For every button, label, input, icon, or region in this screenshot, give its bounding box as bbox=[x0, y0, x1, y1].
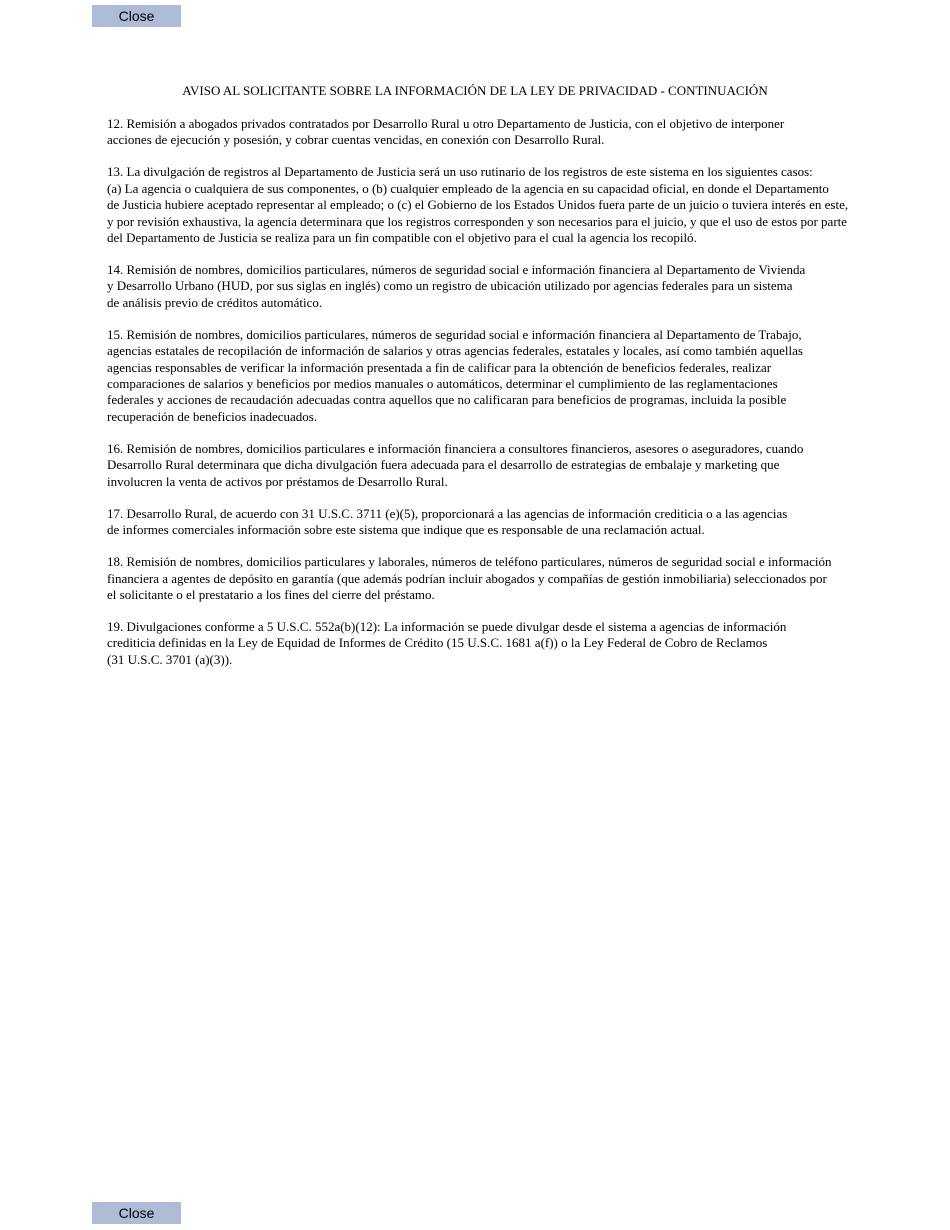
close-button-top[interactable]: Close bbox=[92, 5, 181, 27]
paragraph-14: 14. Remisión de nombres, domicilios particulares, números de seguridad social e información financiera al Departamento de Vivienda y Desarrollo Urbano (HUD, por sus siglas en inglés) como un registro de ubicación utilizado por agencias federales para un sistema de análisis previo de créditos automático. bbox=[107, 262, 806, 310]
paragraph-19: 19. Divulgaciones conforme a 5 U.S.C. 552a(b)(12): La información se puede divulgar desde el sistema a agencias de información crediticia definidas en la Ley de Equidad de Informes de Crédito (15 U.S.C. 1681 a(f)) o la Ley Federal de Cobro de Reclamos (31 U.S.C. 3701 (a)(3)). bbox=[107, 618, 787, 667]
paragraph-16: 16. Remisión de nombres, domicilios particulares e información financiera a consultores financieros, asesores o aseguradores, cuando Desarrollo Rural determinara que dicha divulgación fuera adecuada para el desarrollo de estrategias de embalaje y marketing que involucren la venta de activos por préstamos de Desarrollo Rural. bbox=[107, 440, 804, 489]
paragraph-17: 17. Desarrollo Rural, de acuerdo con 31 U.S.C. 3711 (e)(5), proporcionará a las agencias de información crediticia o a las agencias de informes comerciales información sobre este sistema que indique que es responsable de una reclamación actual. bbox=[107, 505, 788, 538]
paragraph-13: 13. La divulgación de registros al Departamento de Justicia será un uso rutinario de los registros de este sistema en los siguientes casos: (a) La agencia o cualquiera de sus componentes, o (b) cualquier empleado de la agencia en su capacidad oficial, en donde el Departamento de Justicia hubiere aceptado representar al empleado; o (c) el Gobierno de los Estados Unidos fuera parte de un juicio o tuviera interés en este, y por revisión exhaustiva, la agencia determinara que los registros corresponden y son necesarios para el juicio, y que el uso de estos por parte del Departamento de Justicia se realiza para un fin compatible con el objetivo para el cual la agencia los recopiló. bbox=[107, 164, 849, 246]
close-button-bottom[interactable]: Close bbox=[92, 1202, 181, 1224]
paragraph-18: 18. Remisión de nombres, domicilios particulares y laborales, números de teléfono particulares, números de seguridad social e información financiera a agentes de depósito en garantía (que además podrían incluir abogados y compañías de gestión inmobiliaria) seleccionados por el solicitante o el prestatario a los fines del cierre del préstamo. bbox=[107, 554, 832, 602]
paragraph-15: 15. Remisión de nombres, domicilios particulares, números de seguridad social e información financiera al Departamento de Trabajo, agencias estatales de recopilación de información de salarios y otras agencias federales, estatales y locales, así como también aquellas agencias responsables de verificar la información presentada a fin de calificar para la obtención de beneficios federales, realizar comparaciones de salarios y beneficios por medios manuales o automáticos, determinar el cumplimiento de las reglamentaciones federales y acciones de recaudación adecuadas contra aquellos que no calificaran para beneficios de programas, incluida la posible recuperación de beneficios inadecuados. bbox=[107, 326, 803, 424]
document-title: AVISO AL SOLICITANTE SOBRE LA INFORMACIÓN DE LA LEY DE PRIVACIDAD - CONTINUACIÓN bbox=[182, 83, 768, 98]
paragraph-12: 12. Remisión a abogados privados contratados por Desarrollo Rural u otro Departamento de Justicia, con el objetivo de interponer acciones de ejecución y posesión, y cobrar cuentas vencidas, en conexión con Desarrollo Rural. bbox=[107, 116, 785, 148]
document-body bbox=[107, 116, 873, 684]
